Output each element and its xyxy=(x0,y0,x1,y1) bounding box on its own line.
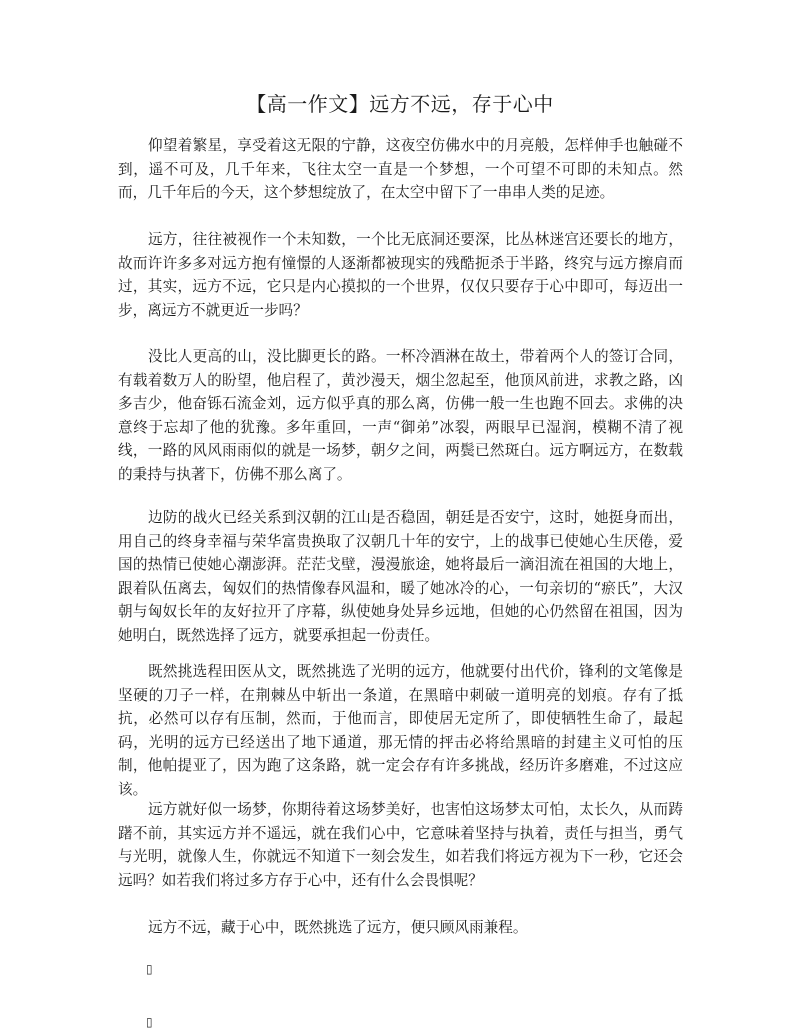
empty-paragraph-mark: ▯ xyxy=(146,962,153,976)
paragraph-7: 远方不远，藏于心中，既然挑选了远方，便只顾风雨兼程。 xyxy=(148,919,528,936)
document-title: 【高一作文】远方不远，存于心中 xyxy=(246,92,554,116)
paragraph-2: 远方，往往被视作一个未知数，一个比无底洞还要深，比丛林迷宫还要长的地方，故而许许多多对远方抱有憧憬的人逐渐都被现实的残酷扼杀于半路，终究与远方擦肩而过，其实，远方不远，它只是内心摸拟的一个世界，仅仅只要存于心中即可，每迈出一步，离远方不就更近一步吗？ xyxy=(118,231,683,319)
paragraph-5: 既然挑选程田医从文，既然挑选了光明的远方，他就要付出代价，锋利的文笔像是坚硬的刀子一样，在荆棘丛中斩出一条道，在黑暗中刺破一道明亮的划痕。存有了抵抗，必然可以存有压制，然而，于他而言，即使居无定所了，即使牺牲生命了，最起码，光明的远方已经送出了地下通道，那无情的抨击必将给黑暗的封建主义可怕的压制，他帕提亚了，因为跑了这条路，就一定会存有许多挑战，经历许多磨难，不过这应该。 xyxy=(118,663,683,798)
paragraph-3: 没比人更高的山，没比脚更长的路。一杯冷酒淋在故土，带着两个人的签订合同，有载着数万人的盼望，他启程了，黄沙漫天，烟尘忽起至，他顶风前进，求教之路，凶多吉少，他奋铄石流金刘，远方似乎真的那么离，仿佛一般一生也跑不回去。求佛的决意终于忘却了他的犹豫。多年重回，一声“御弟”冰裂，两眼早已湿润，模糊不清了视线，一路的风风雨雨似的就是一场梦，朝夕之间，两鬓已然斑白。远方啊远方，在数载的秉持与执著下，仿佛不那么离了。 xyxy=(118,348,683,483)
paragraph-1: 仰望着繁星，享受着这无限的宁静，这夜空仿佛水中的月亮般，怎样伸手也触碰不到，遥不可及，几千年来，飞往太空一直是一个梦想，一个可望不可即的未知点。然而，几千年后的今天，这个梦想绽放了，在太空中留下了一串串人类的足迹。 xyxy=(118,137,683,201)
paragraph-6: 远方就好似一场梦，你期待着这场梦美好，也害怕这场梦太可怕，太长久，从而踌躇不前，其实远方并不遥远，就在我们心中，它意味着坚持与执着，责任与担当，勇气与光明，就像人生，你就远不知道下一刻会发生，如若我们将远方视为下一秒，它还会远吗？如若我们将过多方存于心中，还有什么会畏惧呢？ xyxy=(118,801,683,889)
empty-paragraph-mark: ▯ xyxy=(146,1015,153,1029)
paragraph-4: 边防的战火已经关系到汉朝的江山是否稳固，朝廷是否安宁，这时，她挺身而出，用自己的终身幸福与荣华富贵换取了汉朝几十年的安宁，上的战事已使她心生厌倦，爱国的热情已使她心潮澎湃。茫茫戈壁，漫漫旅途，她将最后一滴泪流在祖国的大地上，跟着队伍离去，匈奴们的热情像春风温和，暖了她冰冷的心，一句亲切的“瘀氏”，大汉朝与匈奴长年的友好拉开了序幕，纵使她身处异乡远地，但她的心仍然留在祖国，因为她明白，既然选择了远方，就要承担起一份责任。 xyxy=(118,509,683,644)
